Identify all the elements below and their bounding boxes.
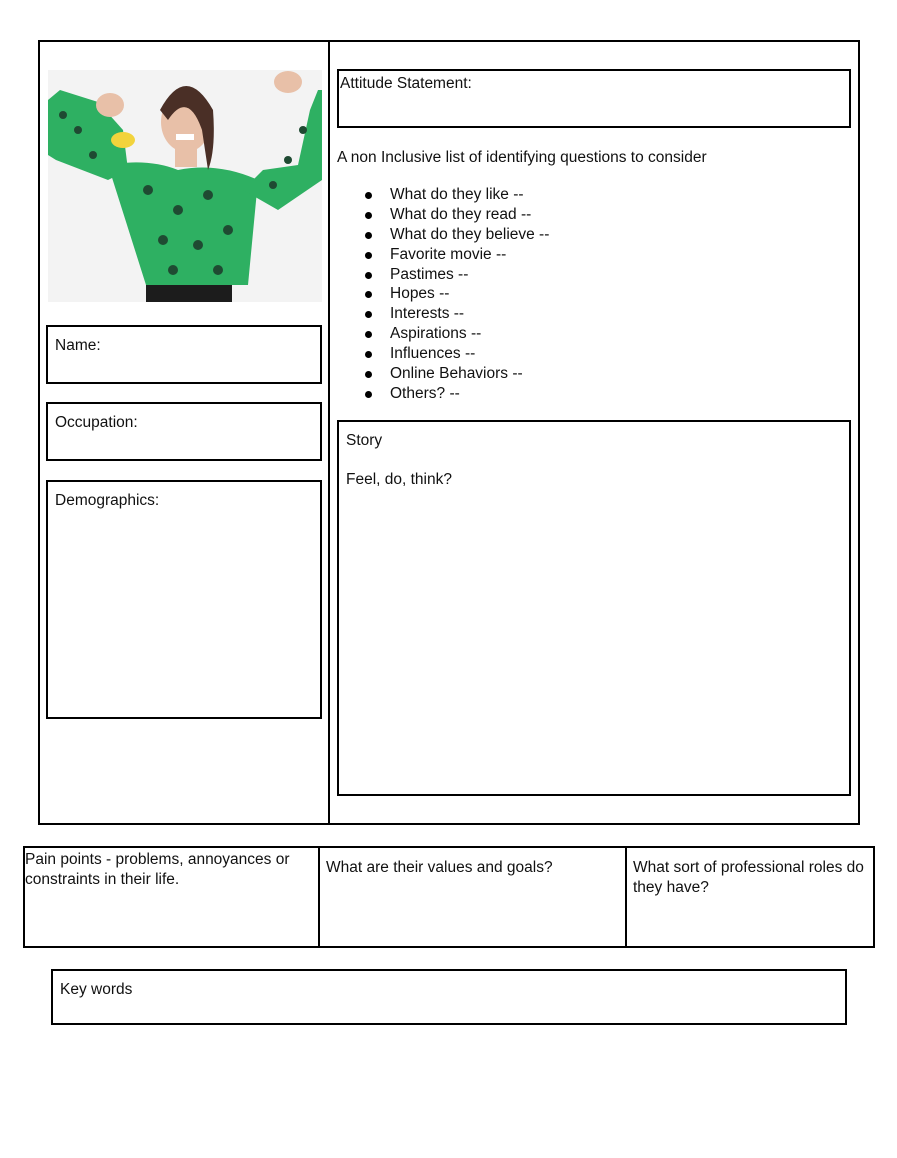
question-text: What do they like -- — [390, 186, 524, 203]
bottom-table — [23, 846, 875, 948]
list-item — [362, 284, 549, 304]
professional-roles-label: What sort of professional roles do they have? — [633, 859, 864, 896]
bullet-icon — [365, 252, 372, 259]
list-item — [362, 384, 549, 404]
question-text: Favorite movie -- — [390, 245, 507, 263]
question-text: Online Behaviors -- — [390, 365, 523, 383]
name-field[interactable] — [46, 325, 322, 384]
column-divider — [328, 40, 330, 825]
bullet-icon — [365, 371, 372, 378]
values-goals-cell[interactable] — [320, 848, 625, 946]
occupation-label: Occupation: — [55, 414, 138, 431]
question-text: Interests -- — [390, 305, 465, 323]
attitude-statement-label: Attitude Statement: — [340, 75, 472, 92]
list-item — [362, 265, 549, 285]
question-text: Pastimes -- — [390, 265, 469, 283]
story-title: Story — [346, 432, 383, 449]
story-prompt: Feel, do, think? — [346, 471, 452, 488]
bullet-icon — [365, 272, 372, 279]
question-text: Influences -- — [390, 345, 476, 363]
bullet-icon — [365, 391, 372, 398]
list-item — [362, 344, 549, 364]
bullet-icon — [365, 291, 372, 298]
question-text: What do they read -- — [390, 205, 532, 223]
name-label: Name: — [55, 337, 101, 354]
attitude-statement-field[interactable] — [337, 69, 851, 128]
bullet-icon — [365, 232, 372, 239]
list-item — [362, 225, 549, 245]
list-item — [362, 364, 549, 384]
pain-points-label: Pain points - problems, annoyances or constraints in their life. — [25, 851, 290, 888]
persona-photo-icon — [48, 70, 322, 302]
question-text: Aspirations -- — [390, 325, 482, 343]
occupation-field[interactable] — [46, 402, 322, 461]
keywords-field[interactable] — [51, 969, 847, 1025]
bullet-icon — [365, 311, 372, 318]
persona-photo — [48, 70, 322, 302]
bullet-icon — [365, 192, 372, 199]
question-text: Others? -- — [390, 384, 460, 402]
values-goals-label: What are their values and goals? — [326, 859, 553, 876]
professional-roles-cell[interactable] — [627, 848, 873, 946]
questions-intro: A non Inclusive list of identifying questions to consider — [337, 149, 707, 166]
question-text: What do they believe -- — [390, 225, 550, 243]
question-text: Hopes -- — [390, 285, 450, 303]
pain-points-cell[interactable] — [25, 848, 318, 946]
bullet-icon — [365, 212, 372, 219]
bullet-icon — [365, 331, 372, 338]
list-item — [362, 324, 549, 344]
questions-list — [362, 185, 549, 404]
list-item — [362, 205, 549, 225]
story-field[interactable] — [337, 420, 851, 796]
list-item — [362, 245, 549, 265]
demographics-field[interactable] — [46, 480, 322, 719]
list-item — [362, 185, 549, 205]
demographics-label: Demographics: — [55, 492, 160, 509]
list-item — [362, 304, 549, 324]
keywords-label: Key words — [60, 981, 133, 998]
bullet-icon — [365, 351, 372, 358]
